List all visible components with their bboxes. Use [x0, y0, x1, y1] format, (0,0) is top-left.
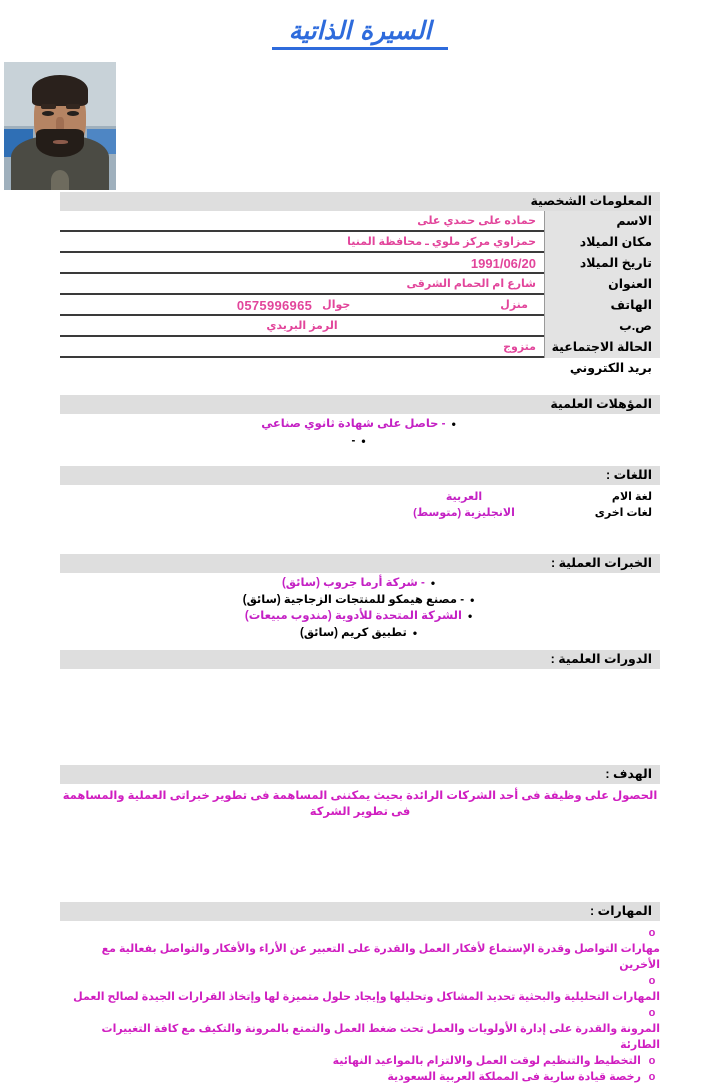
list-item [60, 417, 660, 433]
circle-marker-icon: o [648, 1007, 656, 1020]
list-item [60, 973, 660, 1005]
photo-mouth [53, 140, 68, 144]
spacer-after-objective [0, 820, 720, 902]
photo-eye-right [67, 111, 79, 116]
spacer-after-languages [0, 520, 720, 554]
value-birthplace: حمزاوي مركز ملوي ـ محافظة المنيا [60, 232, 544, 253]
value-marital-status: متزوج [60, 337, 544, 358]
page-title: السيرة الذاتية [288, 16, 432, 45]
label-pobox: ص.ب [544, 316, 660, 337]
experience-text: تطبيق كريم (سائق) [299, 626, 407, 639]
table-row-birthdate [60, 253, 660, 274]
objective-body [60, 784, 660, 820]
spacer-after-personal [0, 379, 720, 395]
phone-home-label: منزل [500, 299, 528, 311]
value-phone [60, 295, 544, 316]
bullet-icon: • [361, 433, 366, 448]
skill-text: التخطيط والتنظيم لوقت العمل والالتزام بالمواعيد النهائية [332, 1055, 641, 1068]
list-item [60, 626, 660, 642]
experience-text: - شركة أرما جروب (سائق) [281, 577, 425, 590]
photo-area [0, 50, 720, 192]
qualification-text: - [351, 434, 356, 447]
list-item [60, 609, 660, 625]
label-birthplace: مكان الميلاد [544, 232, 660, 253]
bullet-icon: • [470, 592, 475, 607]
table-row-phone [60, 295, 660, 316]
label-native-language: لغة الام [611, 490, 652, 503]
value-other-languages: الانجليزية (متوسط) [413, 506, 515, 519]
value-email [60, 358, 544, 379]
bullet-icon: • [430, 576, 436, 591]
label-other-languages: لغات اخرى [594, 506, 652, 519]
value-address: شارع ام الحمام الشرقى [60, 274, 544, 295]
value-pobox [60, 316, 544, 337]
skill-text: المرونة والقدرة على إدارة الأولويات والعمل تحت ضغط العمل والتمتع بالمرونة والتكيف مع كافة التغييرات الطارئة [101, 1023, 660, 1052]
list-item [60, 1053, 660, 1069]
profile-photo [4, 62, 116, 190]
qualifications-list [60, 414, 660, 449]
experience-body [60, 573, 660, 641]
label-address: العنوان [544, 274, 660, 295]
section-header-qualifications: المؤهلات العلمية [60, 395, 660, 414]
circle-marker-icon: o [648, 1055, 656, 1068]
phone-mobile-label: جوال [322, 299, 351, 311]
bullet-icon: • [468, 609, 473, 624]
value-native-language: العربية [445, 490, 483, 503]
table-row-address [60, 274, 660, 295]
section-header-skills: المهارات : [60, 902, 660, 921]
section-header-personal-info: المعلومات الشخصية [60, 192, 660, 211]
phone-values [60, 295, 536, 316]
experience-list [60, 573, 660, 641]
photo-eyebrow-left [41, 104, 56, 108]
circle-marker-icon: o [648, 927, 656, 940]
table-row-name [60, 211, 660, 232]
postal-code-text: الرمز البريدي [266, 320, 338, 332]
list-item [60, 925, 660, 973]
photo-collar [51, 170, 69, 190]
languages-body [60, 485, 660, 520]
language-row-other [60, 504, 660, 520]
list-item [60, 1069, 660, 1085]
value-birthdate: 1991/06/20 [60, 253, 544, 274]
photo-hair [32, 75, 88, 106]
table-row-pobox [60, 316, 660, 337]
label-name: الاسم [544, 211, 660, 232]
table-row-email [60, 358, 660, 379]
personal-info-table [60, 211, 660, 379]
label-phone: الهاتف [544, 295, 660, 316]
table-row-marital-status [60, 337, 660, 358]
section-header-experience: الخبرات العملية : [60, 554, 660, 573]
list-item [60, 434, 660, 450]
list-item [60, 1005, 660, 1053]
list-item [60, 576, 660, 592]
photo-eyebrow-right [66, 104, 81, 108]
list-item [60, 593, 660, 609]
section-header-languages: اللغات : [60, 466, 660, 485]
skills-list [60, 921, 660, 1085]
photo-eye-left [42, 111, 54, 116]
circle-marker-icon: o [648, 975, 656, 988]
bullet-icon: • [412, 625, 418, 640]
document-title-wrap [0, 0, 720, 50]
experience-text: - مصنع هيمكو للمنتجات الزجاجية (سائق) [242, 593, 465, 606]
bullet-icon: • [451, 417, 456, 431]
label-marital-status: الحالة الاجتماعية [544, 337, 660, 358]
label-birthdate: تاريخ الميلاد [544, 253, 660, 274]
skill-text: رخصة قيادة سارية فى المملكة العربية السعودية [387, 1071, 641, 1084]
skill-text: المهارات التحليلية والبحثية تحديد المشاكل وتحليلها وإيجاد حلول متميزة لها وإتخاذ القرارات الجيدة لصالح العمل [73, 991, 660, 1004]
spacer-after-experience [0, 642, 720, 650]
qualifications-body [60, 414, 660, 449]
experience-text: الشركة المتحدة للأدوية (مندوب مبيعات) [244, 610, 462, 623]
courses-body [60, 669, 660, 765]
section-header-objective: الهدف : [60, 765, 660, 784]
section-header-courses: الدورات العلمية : [60, 650, 660, 669]
value-name: حماده على حمدي على [60, 211, 544, 232]
language-row-native [60, 488, 660, 504]
skills-body [60, 921, 660, 1085]
objective-text: الحصول على وظيفة فى أحد الشركات الرائدة بحيث يمكننى المساهمة فى تطوير خبراتى العملية والمساهمة فى تطوير الشركة [62, 790, 658, 819]
table-row-birthplace [60, 232, 660, 253]
skill-text: مهارات التواصل وقدرة الإستماع لأفكار العمل والقدرة على التعبير عن الأراء والأفكار والتواصل بفعالية مع الأخرين [101, 943, 660, 972]
circle-marker-icon: o [648, 1071, 656, 1084]
phone-mobile-number: 0575996965 [236, 298, 313, 313]
spacer-after-qualifications [0, 450, 720, 466]
qualification-text: - حاصل على شهادة ثانوي صناعي [261, 418, 446, 430]
label-email: بريد الكتروني [544, 358, 660, 379]
